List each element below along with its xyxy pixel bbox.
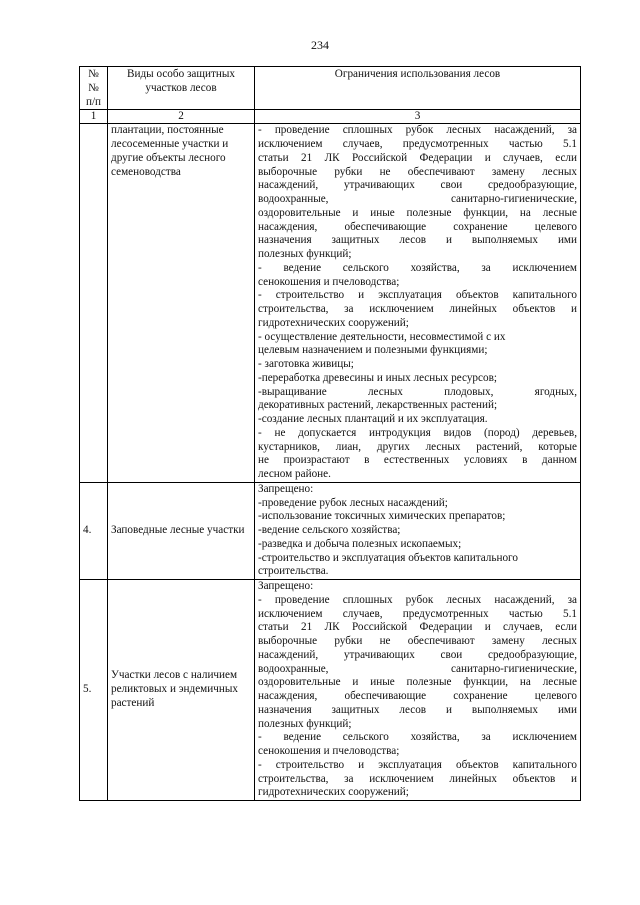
restriction-line: гидротехнических сооружений; <box>258 786 409 799</box>
restriction-line: выборочные рубки не обеспечивают замену лесных <box>258 165 577 178</box>
restriction-line: -переработка древесины и иных лесных ресурсов; <box>258 371 497 384</box>
restriction-line: - проведение сплошных рубок лесных насаждений, за <box>258 124 577 137</box>
restriction-line: строительства, за исключением линейных объектов и <box>258 772 577 785</box>
restriction-line: насаждений, утрачивающих свои средообразующие, <box>258 179 577 192</box>
restriction-line: назначения защитных лесов и выполняемых ими <box>258 703 577 716</box>
restriction-line: - ведение сельского хозяйства, за исключением <box>258 261 577 274</box>
restriction-line: кустарников, лиан, других лесных растений, которые <box>258 440 577 453</box>
restriction-line: выборочные рубки не обеспечивают замену лесных <box>258 635 577 647</box>
restriction-line: - не допускается интродукция видов (пород) деревьев, <box>258 426 577 439</box>
table-header-row <box>80 67 581 110</box>
restriction-line: гидротехнических сооружений; <box>258 316 409 329</box>
column-number: 1 <box>80 110 108 124</box>
restriction-line: назначения защитных лесов и выполняемых ими <box>258 234 577 247</box>
restriction-line: исключением случаев, предусмотренных частью 5.1 <box>258 138 577 150</box>
row-number: 4. <box>80 482 108 579</box>
row-restrictions <box>255 482 581 579</box>
restriction-line: - осуществление деятельности, несовместимой с их <box>258 330 506 343</box>
restriction-line: оздоровительные и иные полезные функции, на лесные <box>258 206 577 219</box>
page-number: 234 <box>311 38 329 52</box>
restriction-line: сенокошения и пчеловодства; <box>258 275 400 288</box>
restriction-line: Запрещено: <box>258 482 314 495</box>
column-number: 2 <box>108 110 255 124</box>
row-forest-type: Заповедные лесные участки <box>108 482 255 579</box>
restriction-line: не произрастают в естественных условиях в данном <box>258 454 577 467</box>
restriction-line: - строительство и эксплуатация объектов капитального <box>258 758 577 771</box>
restriction-line: полезных функций; <box>258 717 352 730</box>
restriction-line: лесном районе. <box>258 468 331 480</box>
restriction-line: целевым назначением и полезными функциями; <box>258 344 488 357</box>
restriction-line: оздоровительные и иные полезные функции, на лесные <box>258 676 577 689</box>
restriction-line: статьи 21 ЛК Российской Федерации и случаев, если <box>258 151 577 164</box>
row-forest-type: плантации, постоянные лесосеменные участки и другие объекты лесного семеноводства <box>108 124 255 483</box>
restriction-line: - заготовка живицы; <box>258 358 354 370</box>
table-row <box>80 124 581 483</box>
restriction-line: -разведка и добыча полезных ископаемых; <box>258 537 462 550</box>
restriction-line: -выращивание лесных плодовых, ягодных, <box>258 385 577 398</box>
table-row <box>80 580 581 801</box>
header-type: Виды особо защитных участков лесов <box>108 67 255 110</box>
restriction-line: водоохранные, санитарно-гигиенические, <box>258 662 577 675</box>
row-restrictions <box>255 580 581 801</box>
restriction-line: Запрещено: <box>258 580 314 592</box>
header-number: №№ п/п <box>80 67 108 110</box>
restriction-line: строительства, за исключением линейных объектов и <box>258 303 577 315</box>
row-number: 5. <box>80 580 108 801</box>
header-restrictions: Ограничения использования лесов <box>255 67 581 110</box>
restriction-line: -создание лесных плантаций и их эксплуатация. <box>258 413 488 425</box>
restriction-line: - проведение сплошных рубок лесных насаждений, за <box>258 593 577 606</box>
column-number-row <box>80 110 581 124</box>
restriction-line: насаждений, утрачивающих свои средообразующие, <box>258 648 577 661</box>
restriction-line: насаждения, обеспечивающие сохранение целевого <box>258 690 577 702</box>
restriction-line: - ведение сельского хозяйства, за исключением <box>258 731 577 744</box>
restriction-line: декоративных растений, лекарственных растений; <box>258 399 498 412</box>
restriction-line: водоохранные, санитарно-гигиенические, <box>258 193 577 205</box>
restriction-line: исключением случаев, предусмотренных частью 5.1 <box>258 607 577 620</box>
restriction-line: -ведение сельского хозяйства; <box>258 524 401 536</box>
restriction-line: строительства. <box>258 565 329 578</box>
restriction-line: сенокошения и пчеловодства; <box>258 745 400 757</box>
restriction-line: насаждения, обеспечивающие сохранение целевого <box>258 220 577 233</box>
restrictions-table <box>79 66 581 801</box>
restriction-line: полезных функций; <box>258 248 352 260</box>
column-number: 3 <box>255 110 581 124</box>
row-restrictions <box>255 124 581 483</box>
restriction-line: -проведение рубок лесных насаждений; <box>258 496 448 509</box>
restriction-line: - строительство и эксплуатация объектов капитального <box>258 289 577 302</box>
restriction-line: статьи 21 ЛК Российской Федерации и случаев, если <box>258 621 577 634</box>
row-number <box>80 124 108 483</box>
table-row <box>80 482 581 579</box>
row-forest-type: Участки лесов с наличием реликтовых и эндемичных растений <box>108 580 255 801</box>
restriction-line: -строительство и эксплуатация объектов капитального <box>258 551 518 564</box>
restriction-line: -использование токсичных химических препаратов; <box>258 510 506 523</box>
